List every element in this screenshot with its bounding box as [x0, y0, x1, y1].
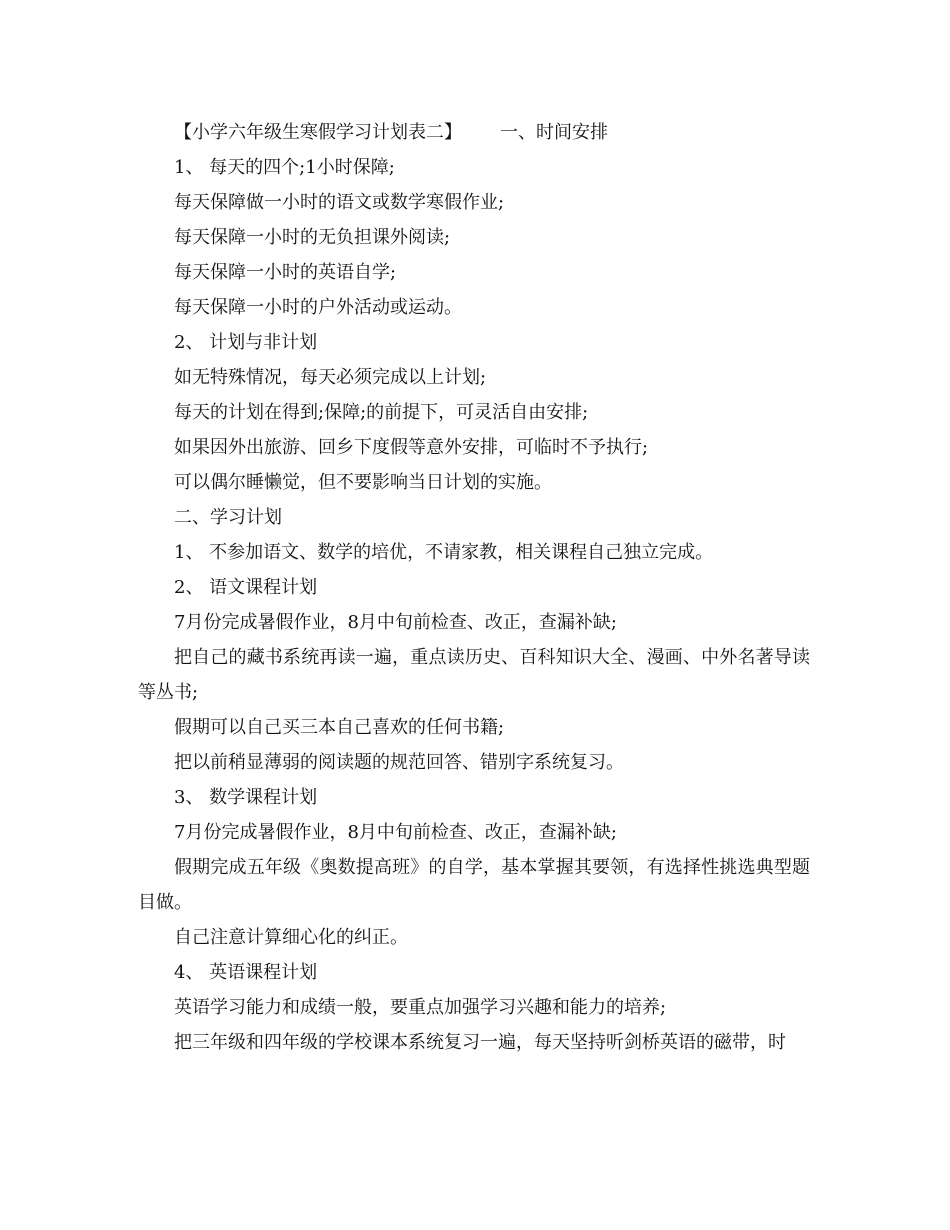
paragraph: 7月份完成暑假作业，8月中旬前检查、改正，查漏补缺;	[174, 612, 617, 633]
paragraph: 3、 数学课程计划	[174, 787, 318, 808]
paragraph: 假期完成五年级《奥数提高班》的自学，基本掌握其要领，有选择性挑选典型题目做。	[138, 857, 810, 913]
paragraph: 1、 不参加语文、数学的培优，不请家教，相关课程自己独立完成。	[174, 542, 714, 563]
paragraph: 可以偶尔睡懒觉，但不要影响当日计划的实施。	[174, 472, 552, 493]
paragraph: 7月份完成暑假作业，8月中旬前检查、改正，查漏补缺;	[174, 822, 617, 843]
paragraph: 把三年级和四年级的学校课本系统复习一遍，每天坚持听剑桥英语的磁带，时	[174, 1032, 786, 1053]
paragraph: 每天保障一小时的户外活动或运动。	[174, 297, 462, 318]
paragraph: 2、 语文课程计划	[174, 577, 318, 598]
paragraph: 2、 计划与非计划	[174, 332, 318, 353]
paragraph: 把以前稍显薄弱的阅读题的规范回答、错别字系统复习。	[174, 752, 624, 773]
paragraph: 如无特殊情况，每天必须完成以上计划;	[174, 367, 487, 388]
paragraph: 每天的计划在得到;保障;的前提下，可灵活自由安排;	[174, 402, 589, 423]
section-heading-time: 一、时间安排	[500, 122, 608, 143]
paragraph: 把自己的藏书系统再读一遍，重点读历史、百科知识大全、漫画、中外名著导读等丛书;	[138, 647, 810, 703]
paragraph: 每天保障一小时的无负担课外阅读;	[174, 227, 451, 248]
paragraph: 英语学习能力和成绩一般，要重点加强学习兴趣和能力的培养;	[174, 997, 667, 1018]
paragraph: 每天保障一小时的英语自学;	[174, 262, 397, 283]
paragraph: 1、 每天的四个;1小时保障;	[174, 157, 395, 178]
paragraph: 4、 英语课程计划	[174, 962, 318, 983]
document-body	[138, 115, 810, 1060]
document-title: 【小学六年级生寒假学习计划表二】	[174, 122, 462, 143]
paragraph: 每天保障做一小时的语文或数学寒假作业;	[174, 192, 505, 213]
document-title-line	[138, 115, 810, 150]
paragraph: 自己注意计算细心化的纠正。	[174, 927, 408, 948]
paragraph: 假期可以自己买三本自己喜欢的任何书籍;	[174, 717, 505, 738]
section-heading: 二、学习计划	[174, 507, 282, 528]
paragraph: 如果因外出旅游、回乡下度假等意外安排，可临时不予执行;	[174, 437, 649, 458]
